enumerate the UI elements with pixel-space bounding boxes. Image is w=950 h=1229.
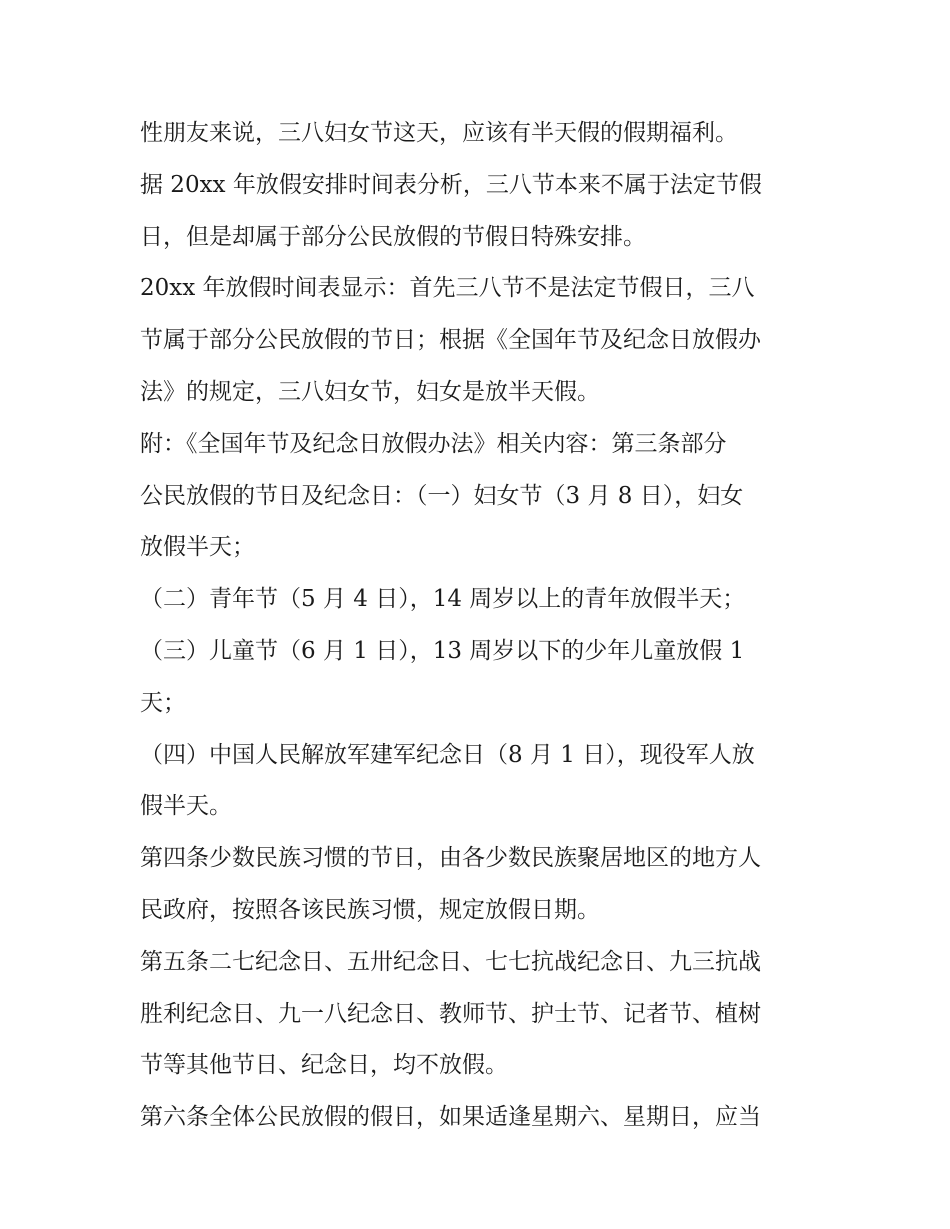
text-line: 胜利纪念日、九一八纪念日、教师节、护士节、记者节、植树 [140, 1000, 761, 1027]
text-line: 第五条二七纪念日、五卅纪念日、七七抗战纪念日、九三抗战 [140, 948, 761, 975]
text-line: 节属于部分公民放假的节日；根据《全国年节及纪念日放假办 [140, 327, 761, 354]
text-line: 性朋友来说，三八妇女节这天，应该有半天假的假期福利。 [140, 120, 738, 146]
text-line: 20xx 年放假时间表显示：首先三八节不是法定节假日，三八 [140, 275, 755, 302]
text-line: 天； [140, 689, 186, 716]
text-line: 据 20xx 年放假安排时间表分析，三八节本来不属于法定节假 [140, 171, 762, 198]
text-line: 公民放假的节日及纪念日：（一）妇女节（3 月 8 日），妇女 [140, 482, 744, 509]
text-line: 附：《全国年节及纪念日放假办法》相关内容：第三条部分 [140, 430, 727, 457]
text-line: 假半天。 [140, 793, 232, 820]
text-line: 日，但是却属于部分公民放假的节假日特殊安排。 [140, 223, 646, 250]
text-line: 节等其他节日、纪念日，均不放假。 [140, 1052, 508, 1079]
text-line: 第四条少数民族习惯的节日，由各少数民族聚居地区的地方人 [140, 845, 761, 872]
text-line: 第六条全体公民放假的假日，如果适逢星期六、星期日，应当 [140, 1104, 761, 1131]
text-line: （四）中国人民解放军建军纪念日（8 月 1 日），现役军人放 [140, 741, 755, 768]
text-line: 法》的规定，三八妇女节，妇女是放半天假。 [140, 378, 600, 405]
text-line: 放假半天； [140, 534, 255, 561]
document-body [140, 108, 820, 1144]
text-line: （二）青年节（5 月 4 日），14 周岁以上的青年放假半天； [140, 586, 746, 613]
text-line: 民政府，按照各该民族习惯，规定放假日期。 [140, 896, 600, 923]
text-line: （三）儿童节（6 月 1 日），13 周岁以下的少年儿童放假 1 [140, 637, 745, 664]
